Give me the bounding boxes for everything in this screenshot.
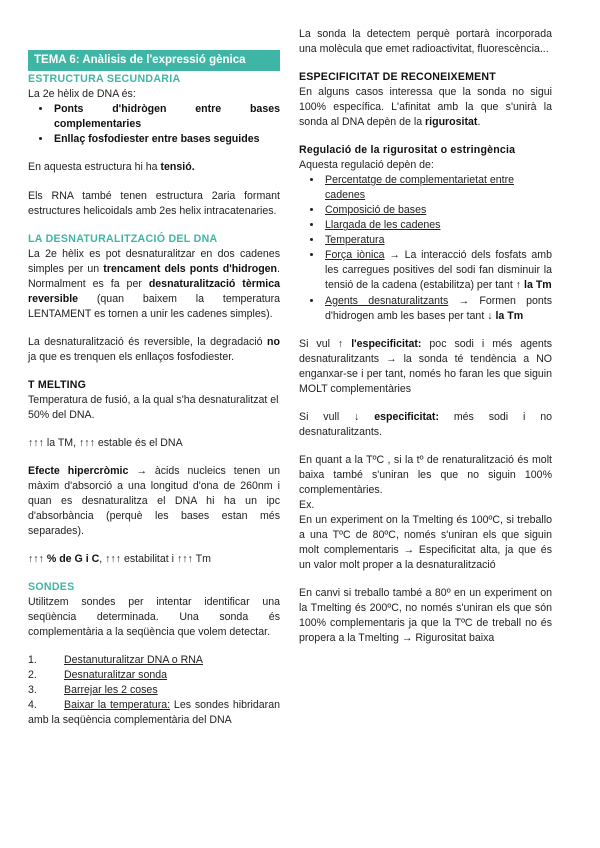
regulacio-heading: Regulació de la rigurositat o estringència	[299, 144, 516, 157]
list-item: • Percentatge de complementarietat entre cadenes	[323, 173, 552, 203]
rna-paragraph: Els RNA també tenen estructura 2aria formant estructures helicoidals amb 2es helix intracatenaries.	[28, 189, 280, 217]
list-item: 4. Baixar la temperatura: Les sondes hibridaran amb la seqüència complementària del DNA	[28, 699, 280, 727]
list-item: • Llargada de les cadenes	[323, 218, 552, 233]
especificitat-heading: ESPECIFICITAT DE RECONEIXEMENT	[299, 71, 496, 84]
desnaturalitzacio-paragraph-1: La 2e hèlix es pot desnaturalitzar en dos cadenes simples per un trencament dels ponts d'hidrogen. Normalment es fa per desnaturalització tèrmica reversible (quan baixem la temperatura LENTAMENT es tornen a unir les cadenes simples).	[28, 247, 280, 320]
sonda-detect-paragraph: La sonda la detectem perquè portarà incorporada una molècula que emet radioactivitat, fluorescència...	[299, 28, 552, 56]
example-label: Ex.	[299, 498, 315, 511]
tensio-paragraph: En aquesta estructura hi ha tensió.	[28, 161, 195, 174]
list-item: • Força iònica → La interacció dels fosfats amb les carregues positives del sodi fan disminuir la tensió de la cadena (estabilitza) per tant ↑ la Tm	[323, 248, 552, 293]
decrease-specificity-paragraph: Si vull ↓ especificitat: més sodi i no desnaturalitzants.	[299, 410, 552, 438]
estructura-list	[28, 102, 280, 147]
right-column	[299, 27, 552, 646]
example-2-paragraph: En canvi si treballo també a 80º en un experiment on la Tmelting és 200ºC, no només s'uniran els que són 100% complementaris ja que la TºC de treball no és propera a la Tmelting → Rigurositat baixa	[299, 587, 552, 645]
list-item: • Enllaç fosfodiester entre bases seguides	[52, 132, 280, 147]
list-item: 1. Destanuturalitzar DNA o RNA	[28, 654, 203, 667]
page-title: TEMA 6: Anàlisis de l'expressió gènica	[28, 50, 280, 71]
list-item: 3. Barrejar les 2 coses	[28, 684, 158, 697]
estructura-intro: La 2e hèlix de DNA és:	[28, 88, 136, 101]
tm-stability-line: ↑↑↑ la TM, ↑↑↑ estable és el DNA	[28, 436, 183, 449]
gc-line: ↑↑↑ % de G i C, ↑↑↑ estabilitat i ↑↑↑ Tm	[28, 553, 211, 566]
hipercromic-paragraph: Efecte hipercròmic → àcids nucleics tenen un màxim d'absorció a una longitud d'ona de 260nm i quan es desnaturalitza el DNA hi ha un ipc d'absorbància (perquè les bases estan més separades).	[28, 464, 280, 538]
sondes-heading: SONDES	[28, 581, 75, 594]
increase-specificity-paragraph: Si vul ↑ l'especificitat: poc sodi i més agents desnaturalitzants → la sonda té tendència a NO enganxar-se i per tant, només ho faran les que siguin MOLT complementàries	[299, 337, 553, 395]
especificitat-paragraph: En alguns casos interessa que la sonda no sigui 100% específica. L'afinitat amb la que s'unirà la sonda al DNA depèn de la rigurositat.	[299, 86, 552, 129]
left-column	[28, 50, 280, 728]
list-item: 2. Desnaturalitzar sonda	[28, 669, 168, 682]
list-item: • Temperatura	[323, 233, 552, 248]
tmelting-heading: T MELTING	[28, 378, 87, 391]
sondes-paragraph: Utilitzem sondes per intentar identificar una seqüència determinada. Una sonda és complementària a la seqüència que volem detectar.	[28, 596, 280, 639]
estructura-heading: ESTRUCTURA SECUNDARIA	[28, 73, 181, 86]
regulacio-intro: Aquesta regulació depèn de:	[299, 159, 434, 172]
regulacio-list	[299, 173, 552, 323]
example-1-paragraph: En un experiment on la Tmelting és 100ºC, si treballo a una TºC de 80ºC, només s'uniran els que siguin molt complementaris → Especificitat alta, ja que és un valor molt proper a la desnaturalització	[299, 513, 552, 571]
list-item: • Ponts d'hidrògen entre bases complementaries	[52, 102, 280, 132]
desnaturalitzacio-paragraph-2: La desnaturalització és reversible, la degradació no ja que es trenquen els enllaços fosfodiester.	[28, 335, 280, 363]
tmelting-paragraph: Temperatura de fusió, a la qual s'ha desnaturalitzat el 50% del DNA.	[28, 393, 279, 421]
desnaturalitzacio-heading: LA DESNATURALITZACIÓ DEL DNA	[28, 232, 218, 245]
temperature-paragraph: En quant a la TºC , si la tº de renaturalització és molt baixa també s'uniran les que no siguin 100% complementàries.	[299, 453, 552, 496]
sondes-steps	[28, 653, 280, 698]
list-item: • Composició de bases	[323, 203, 552, 218]
list-item: • Agents desnaturalitzants → Formen ponts d'hidrogen amb les bases per tant ↓ la Tm	[323, 294, 552, 324]
